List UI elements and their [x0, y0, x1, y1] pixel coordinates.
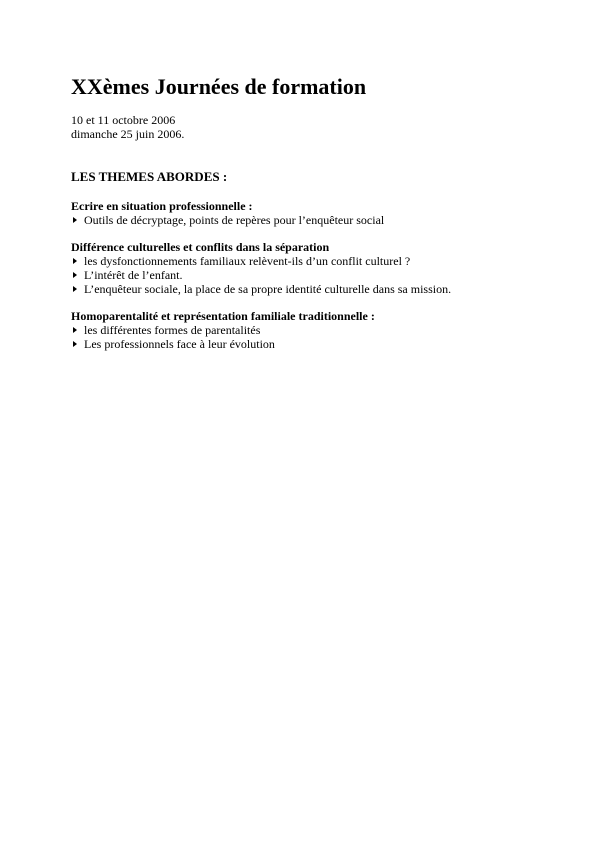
date-line: dimanche 25 juin 2006. — [71, 127, 185, 141]
list-item-text: L’enquêteur sociale, la place de sa propre identité culturelle dans sa mission. — [84, 282, 452, 296]
list-item-text: les dysfonctionnements familiaux relèvent-ils d’un conflit culturel ? — [84, 254, 411, 268]
list-item-text: L’intérêt de l’enfant. — [84, 268, 183, 282]
list-item — [71, 337, 375, 351]
section-homoparentalite — [71, 309, 375, 351]
triangle-bullet-icon — [73, 258, 77, 264]
themes-heading: LES THEMES ABORDES : — [71, 169, 228, 184]
list-item-text: les différentes formes de parentalités — [84, 323, 261, 337]
section-title: Différence culturelles et conflits dans la séparation — [71, 240, 330, 254]
triangle-bullet-icon — [73, 217, 77, 223]
triangle-bullet-icon — [73, 341, 77, 347]
bullet-list — [71, 323, 375, 351]
list-item — [71, 282, 451, 296]
document-title: XXèmes Journées de formation — [71, 74, 367, 99]
bullet-list — [71, 254, 451, 296]
dates-block — [71, 113, 184, 141]
list-item — [71, 254, 451, 268]
list-item — [71, 213, 384, 227]
triangle-bullet-icon — [73, 327, 77, 333]
date-line: 10 et 11 octobre 2006 — [71, 113, 176, 127]
section-title: Homoparentalité et représentation familiale traditionnelle : — [71, 309, 375, 323]
list-item-text: Les professionnels face à leur évolution — [84, 337, 275, 351]
triangle-bullet-icon — [73, 272, 77, 278]
section-title: Ecrire en situation professionnelle : — [71, 199, 253, 213]
list-item-text: Outils de décryptage, points de repères pour l’enquêteur social — [84, 213, 385, 227]
list-item — [71, 323, 375, 337]
section-difference-culturelles — [71, 240, 451, 296]
bullet-list — [71, 213, 384, 227]
list-item — [71, 268, 451, 282]
triangle-bullet-icon — [73, 286, 77, 292]
section-ecrire — [71, 199, 384, 227]
